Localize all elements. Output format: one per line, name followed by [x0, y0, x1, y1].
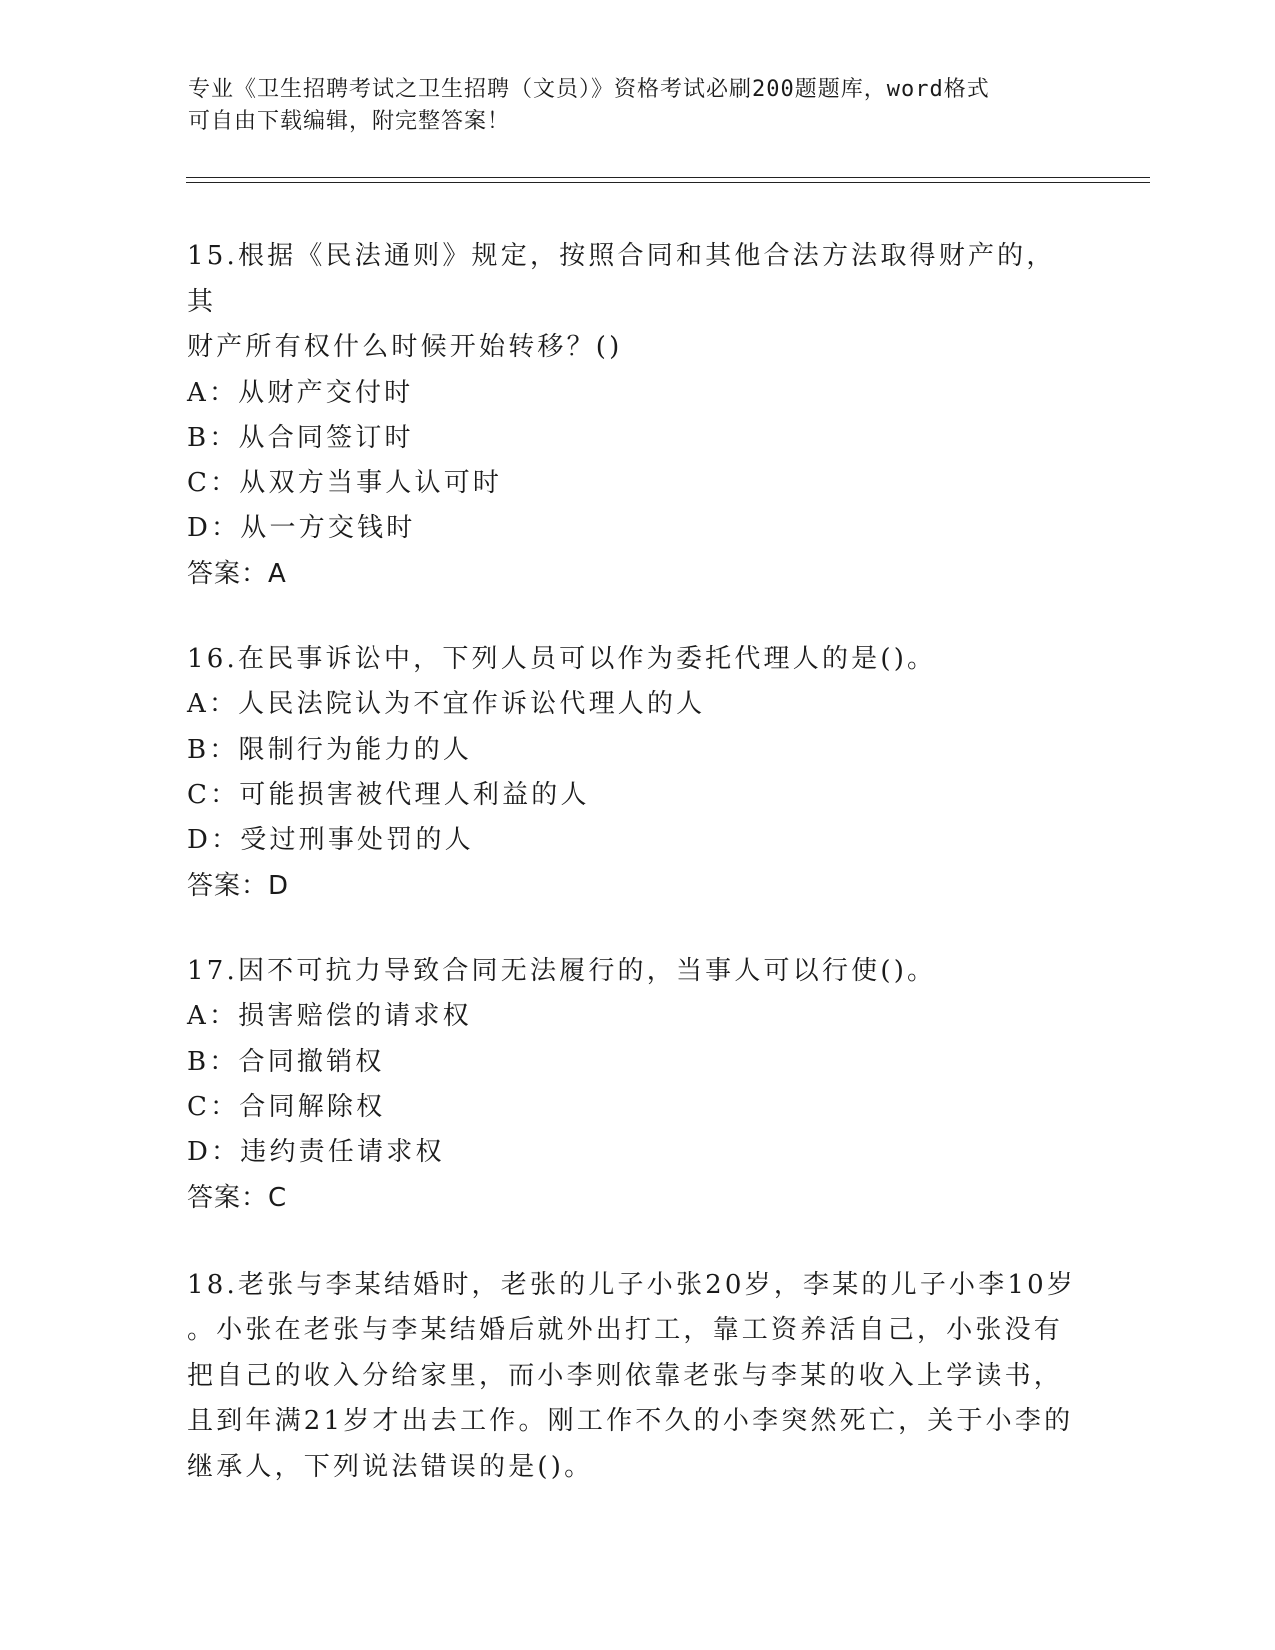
answer: 答案：A — [187, 558, 287, 589]
header-divider-top — [186, 177, 1150, 178]
option-c: C：合同解除权 — [187, 1092, 386, 1123]
question-stem-line: 18.老张与李某结婚时，老张的儿子小张20岁，李某的儿子小李10岁 — [187, 1269, 1077, 1300]
question-stem-line: 财产所有权什么时候开始转移？() — [187, 332, 623, 362]
option-b: B：合同撤销权 — [187, 1046, 385, 1077]
question-18 — [187, 1263, 1077, 1491]
question-16 — [187, 637, 1077, 909]
option-d: D：受过刑事处罚的人 — [187, 825, 474, 856]
question-stem-line: 15.根据《民法通则》规定，按照合同和其他合法方法取得财产的，其 — [187, 241, 1056, 317]
question-stem-line: 17.因不可抗力导致合同无法履行的，当事人可以行使()。 — [187, 955, 937, 986]
question-list — [187, 234, 1077, 1490]
question-stem-line: 。小张在老张与李某结婚后就外出打工，靠工资养活自己，小张没有 — [187, 1315, 1064, 1346]
question-stem-line: 且到年满21岁才出去工作。刚工作不久的小李突然死亡，关于小李的 — [187, 1406, 1074, 1437]
option-a: A：损害赔偿的请求权 — [187, 1001, 472, 1032]
question-17 — [187, 949, 1077, 1221]
option-a: A：人民法院认为不宜作诉讼代理人的人 — [187, 689, 706, 720]
option-c: C：从双方当事人认可时 — [187, 468, 503, 499]
question-stem-line: 16.在民事诉讼中，下列人员可以作为委托代理人的是()。 — [187, 643, 937, 674]
option-a: A：从财产交付时 — [187, 377, 414, 408]
header-line-1: 专业《卫生招聘考试之卫生招聘（文员）》资格考试必刷200题题库，word格式 — [188, 77, 990, 102]
answer: 答案：C — [187, 1182, 288, 1213]
question-stem-line: 继承人，下列说法错误的是()。 — [187, 1451, 594, 1482]
spacer — [187, 909, 1077, 949]
header-divider-bottom — [186, 182, 1150, 183]
header-line-2: 可自由下载编辑，附完整答案！ — [188, 109, 511, 134]
option-b: B：从合同签订时 — [187, 422, 414, 453]
question-15 — [187, 234, 1077, 597]
option-c: C：可能损害被代理人利益的人 — [187, 780, 590, 811]
document-header — [188, 74, 1068, 138]
option-d: D：从一方交钱时 — [187, 513, 416, 544]
option-d: D：违约责任请求权 — [187, 1137, 445, 1168]
answer: 答案：D — [187, 870, 290, 901]
option-b: B：限制行为能力的人 — [187, 734, 473, 765]
spacer — [187, 1221, 1077, 1263]
question-stem-line: 把自己的收入分给家里，而小李则依靠老张与李某的收入上学读书， — [187, 1360, 1064, 1391]
spacer — [187, 597, 1077, 637]
